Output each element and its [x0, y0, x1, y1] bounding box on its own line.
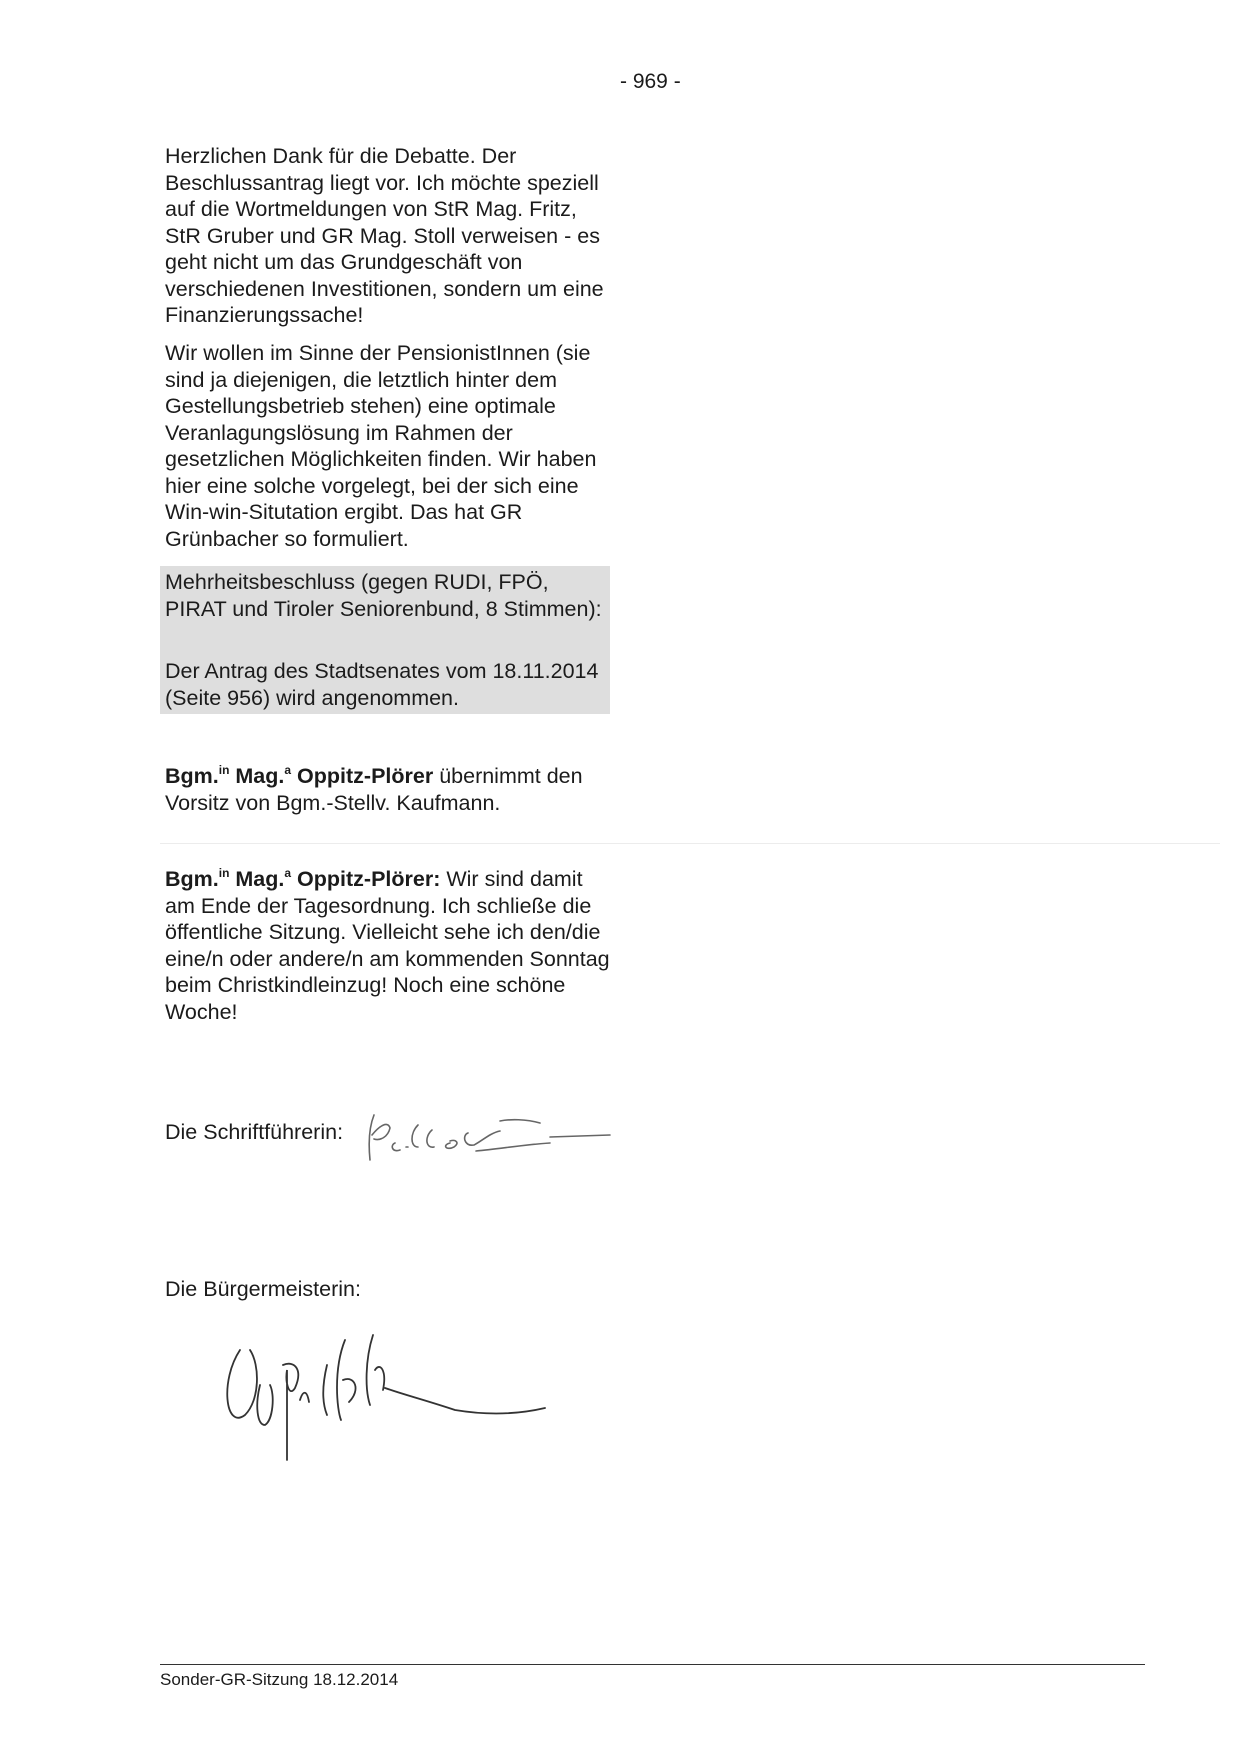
speaker-name	[165, 867, 440, 891]
footer-rule	[160, 1664, 1145, 1665]
mayor-signature	[215, 1290, 615, 1470]
page-number: - 969 -	[620, 70, 681, 93]
chair-takeover-text: übernimmt den Vorsitz von Bgm.-Stellv. Kaufmann.	[165, 764, 583, 815]
faint-divider	[160, 843, 1220, 844]
paragraph-pensioners	[165, 340, 615, 552]
closing-text: Wir sind damit am Ende der Tagesordnung. Ich schließe die öffentliche Sitzung. Vielleicht sehe ich den/die eine/n oder andere/n am kommenden Sonntag beim Christkindleinzug! Noch eine schöne Woche!	[165, 867, 610, 1024]
paragraph-debate-thanks	[165, 143, 615, 329]
secretary-label: Die Schriftführerin:	[165, 1120, 344, 1144]
speaker-name	[165, 764, 433, 788]
speaker-title-sup: in	[218, 866, 230, 880]
speaker-title: Bgm.	[165, 867, 219, 891]
speaker-degree: Mag.	[229, 764, 285, 788]
speaker-title-sup: in	[218, 763, 230, 777]
secretary-signature	[350, 1095, 650, 1175]
mayor-label: Die Bürgermeisterin:	[165, 1277, 361, 1301]
speaker-degree-sup: a	[284, 763, 292, 777]
resolution-result: Der Antrag des Stadtsenates vom 18.11.2014 (Seite 956) wird angenommen.	[165, 659, 599, 710]
speaker-surname: Oppitz-Plörer	[291, 764, 434, 788]
speaker-colon: :	[433, 867, 441, 891]
speaker-degree: Mag.	[229, 867, 285, 891]
paragraph-text: Wir wollen im Sinne der PensionistInnen (sie sind ja diejenigen, die letztlich hinter dem Gestellungsbetrieb stehen) eine optimale Veranlagungslösung im Rahmen der gesetzlichen Möglichkeiten finden. Wir haben hier eine solche vorgelegt, bei der sich eine Win-win-Situtation ergibt. Das hat GR Grünbacher so formuliert.	[165, 341, 597, 551]
chair-takeover-paragraph	[165, 763, 615, 816]
speaker-title: Bgm.	[165, 764, 219, 788]
speaker-surname: Oppitz-Plörer	[291, 867, 434, 891]
speaker-degree-sup: a	[284, 866, 292, 880]
closing-paragraph	[165, 866, 615, 1025]
resolution-vote: Mehrheitsbeschluss (gegen RUDI, FPÖ, PIRAT und Tiroler Seniorenbund, 8 Stimmen):	[165, 570, 602, 621]
footer-text: Sonder-GR-Sitzung 18.12.2014	[160, 1670, 399, 1689]
paragraph-text: Herzlichen Dank für die Debatte. Der Beschlussantrag liegt vor. Ich möchte speziell auf die Wortmeldungen von StR Mag. Fritz, StR Gruber und GR Mag. Stoll verweisen - es geht nicht um das Grundgeschäft von verschiedenen Investitionen, sondern um eine Finanzierungssache!	[165, 144, 604, 327]
